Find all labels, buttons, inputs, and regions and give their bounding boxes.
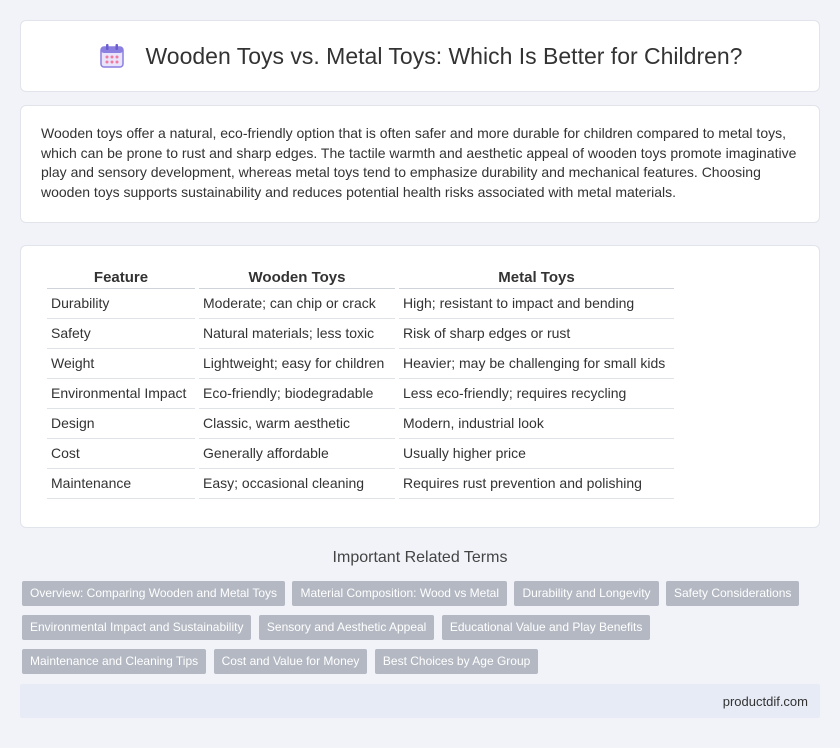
header-card (20, 20, 820, 92)
footer-site[interactable]: productdif.com (722, 694, 808, 709)
tag-material-composition[interactable]: Material Composition: Wood vs Metal (292, 581, 507, 606)
cell-feature: Safety (47, 319, 195, 349)
comparison-table (43, 266, 678, 499)
cell-wooden: Easy; occasional cleaning (199, 469, 395, 499)
cell-feature: Cost (47, 439, 195, 469)
cell-feature: Weight (47, 349, 195, 379)
cell-wooden: Eco-friendly; biodegradable (199, 379, 395, 409)
cell-metal: High; resistant to impact and bending (399, 289, 674, 319)
cell-feature: Durability (47, 289, 195, 319)
footer (20, 684, 820, 718)
intro-text: Wooden toys offer a natural, eco-friendly option that is often safer and more durable for children compared to metal toys, which can be prone to rust and sharp edges. The tactile warmth and aesthetic appeal of wooden toys promote imaginative play and sensory development, whereas metal toys tend to emphasize durability and mechanical features. Choosing wooden toys supports sustainability and reduces potential health risks associated with metal materials. (41, 125, 797, 200)
comparison-table-card (20, 245, 820, 528)
page-title: Wooden Toys vs. Metal Toys: Which Is Better for Children? (145, 42, 743, 69)
cell-metal: Heavier; may be challenging for small kids (399, 349, 674, 379)
cell-wooden: Natural materials; less toxic (199, 319, 395, 349)
related-terms-title: Important Related Terms (332, 549, 508, 566)
tag-safety[interactable]: Safety Considerations (666, 581, 799, 606)
tag-environmental-impact[interactable]: Environmental Impact and Sustainability (22, 615, 251, 640)
table-row (47, 469, 674, 499)
table-row (47, 439, 674, 469)
table-header-row (47, 266, 674, 289)
table-row (47, 379, 674, 409)
tag-durability[interactable]: Durability and Longevity (514, 581, 658, 606)
table-row (47, 319, 674, 349)
cell-wooden: Generally affordable (199, 439, 395, 469)
tag-best-choices[interactable]: Best Choices by Age Group (375, 649, 538, 674)
tag-cost-value[interactable]: Cost and Value for Money (214, 649, 368, 674)
calendar-icon (98, 42, 126, 70)
intro-card (20, 105, 820, 223)
cell-wooden: Classic, warm aesthetic (199, 409, 395, 439)
header-feature: Feature (47, 266, 195, 289)
cell-metal: Risk of sharp edges or rust (399, 319, 674, 349)
cell-feature: Maintenance (47, 469, 195, 499)
tag-maintenance[interactable]: Maintenance and Cleaning Tips (22, 649, 206, 674)
cell-metal: Usually higher price (399, 439, 674, 469)
cell-feature: Design (47, 409, 195, 439)
cell-metal: Requires rust prevention and polishing (399, 469, 674, 499)
related-terms-tags (22, 581, 822, 683)
table-row (47, 409, 674, 439)
cell-metal: Less eco-friendly; requires recycling (399, 379, 674, 409)
table-row (47, 289, 674, 319)
table-row (47, 349, 674, 379)
header-wooden-toys: Wooden Toys (199, 266, 395, 289)
tag-overview[interactable]: Overview: Comparing Wooden and Metal Toys (22, 581, 285, 606)
tag-sensory-aesthetic[interactable]: Sensory and Aesthetic Appeal (259, 615, 434, 640)
header-metal-toys: Metal Toys (399, 266, 674, 289)
cell-wooden: Lightweight; easy for children (199, 349, 395, 379)
cell-wooden: Moderate; can chip or crack (199, 289, 395, 319)
tag-educational-value[interactable]: Educational Value and Play Benefits (442, 615, 651, 640)
cell-feature: Environmental Impact (47, 379, 195, 409)
cell-metal: Modern, industrial look (399, 409, 674, 439)
